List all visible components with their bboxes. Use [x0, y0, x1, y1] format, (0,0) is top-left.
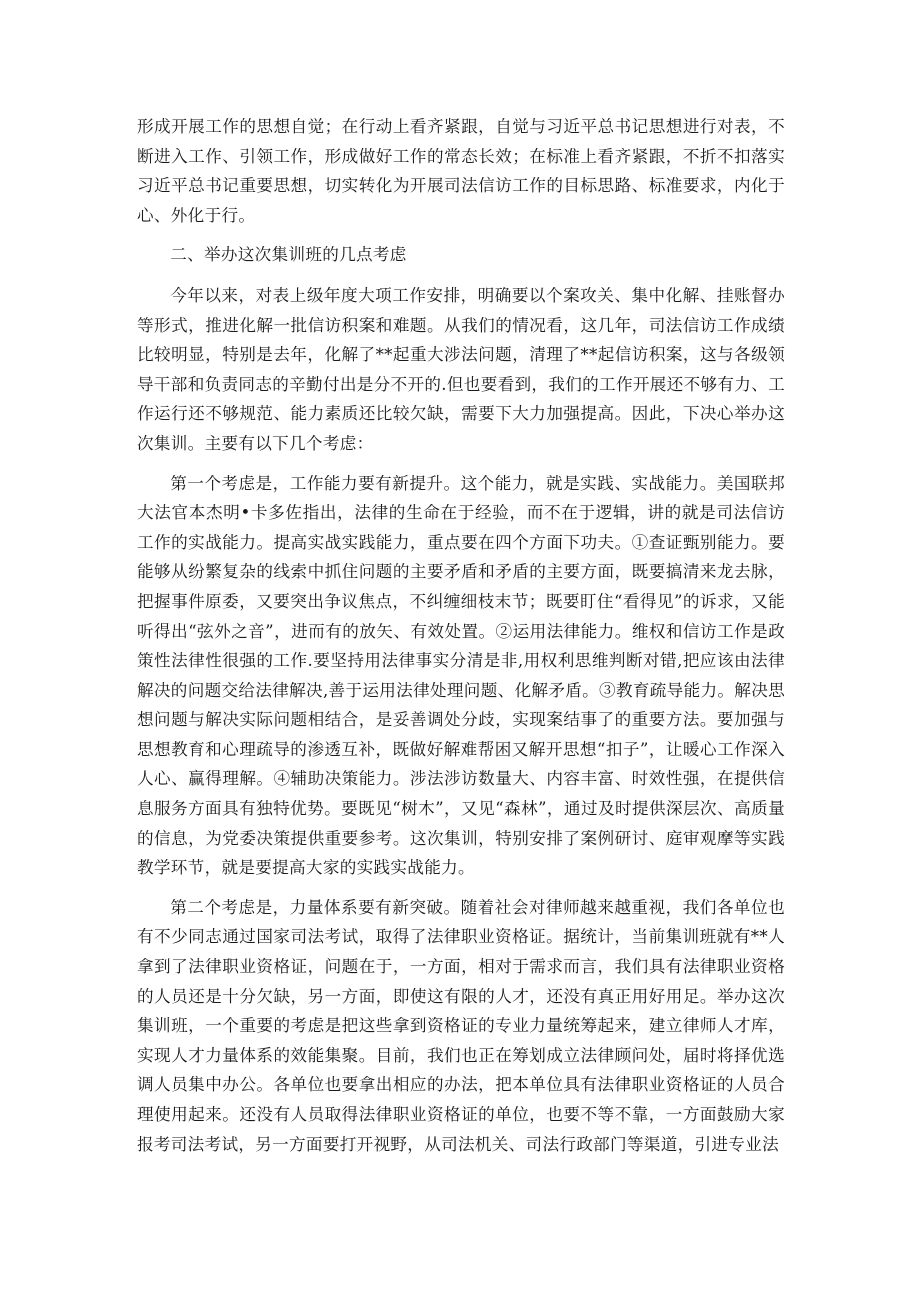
paragraph-second-consideration: 第二个考虑是，力量体系要有新突破。随着社会对律师越来越重视，我们各单位也有不少同志通过国家司法考试，取得了法律职业资格证。据统计，当前集训班就有**人拿到了法律职业资格证，问题在于，一方面，相对于需求而言，我们具有法律职业资格的人员还是十分欠缺，另一方面，即使这有限的人才，还没有真正用好用足。举办这次集训班，一个重要的考虑是把这些拿到资格证的专业力量统筹起来，建立律师人才库，实现人才力量体系的效能集聚。目前，我们也正在筹划成立法律顾问处，届时将择优选调人员集中办公。各单位也要拿出相应的办法，把本单位具有法律职业资格证的人员合理使用起来。还没有人员取得法律职业资格证的单位，也要不等不靠，一方面鼓励大家报考司法考试，另一方面要打开视野，从司法机关、司法行政部门等渠道，引进专业法: [137, 897, 785, 1154]
paragraph-intro: 今年以来，对表上级年度大项工作安排，明确要以个案攻关、集中化解、挂账督办等形式，推进化解一批信访积案和难题。从我们的情况看，这几年，司法信访工作成绩比较明显，特别是去年，化解了**起重大涉法问题，清理了**起信访积案，这与各级领导干部和负责同志的辛勤付出是分不开的.但也要看到，我们的工作开展还不够有力、工作运行还不够规范、能力素质还比较欠缺，需要下大力加强提高。因此，下决心举办这次集训。主要有以下几个考虑：: [137, 285, 785, 453]
paragraph-first-consideration: 第一个考虑是，工作能力要有新提升。这个能力，就是实践、实战能力。美国联邦大法官本杰明•卡多佐指出，法律的生命在于经验，而不在于逻辑，讲的就是司法信访工作的实战能力。提高实战实践能力，重点要在四个方面下功夫。①查证甄别能力。要能够从纷繁复杂的线索中抓住问题的主要矛盾和矛盾的主要方面，既要搞清来龙去脉，把握事件原委，又要突出争议焦点，不纠缠细枝末节；既要盯住“看得见”的诉求，又能听得出“弦外之音”，进而有的放矢、有效处置。②运用法律能力。维权和信访工作是政策性法律性很强的工作.要坚持用法律事实分清是非,用权利思维判断对错,把应该由法律解决的问题交给法律解决,善于运用法律处理问题、化解矛盾。③教育疏导能力。解决思想问题与解决实际问题相结合，是妥善调处分歧，实现案结事了的重要方法。要加强与思想教育和心理疏导的渗透互补，既做好解难帮困又解开思想“扣子”，让暖心工作深入人心、赢得理解。④辅助决策能力。涉法涉访数量大、内容丰富、时效性强，在提供信息服务方面具有独特优势。要既见“树木”，又见“森林”，通过及时提供深层次、高质量的信息，为党委决策提供重要参考。这次集训，特别安排了案例研讨、庭审观摩等实践教学环节，就是要提高大家的实践实战能力。: [137, 473, 785, 878]
paragraph-continuation: 形成开展工作的思想自觉；在行动上看齐紧跟，自觉与习近平总书记思想进行对表，不断进入工作、引领工作，形成做好工作的常态长效；在标准上看齐紧跟，不折不扣落实习近平总书记重要思想，切实转化为开展司法信访工作的目标思路、标准要求，内化于心、外化于行。: [137, 117, 785, 225]
document-page: [137, 112, 785, 1169]
section-heading: 二、举办这次集训班的几点考虑: [170, 245, 407, 265]
